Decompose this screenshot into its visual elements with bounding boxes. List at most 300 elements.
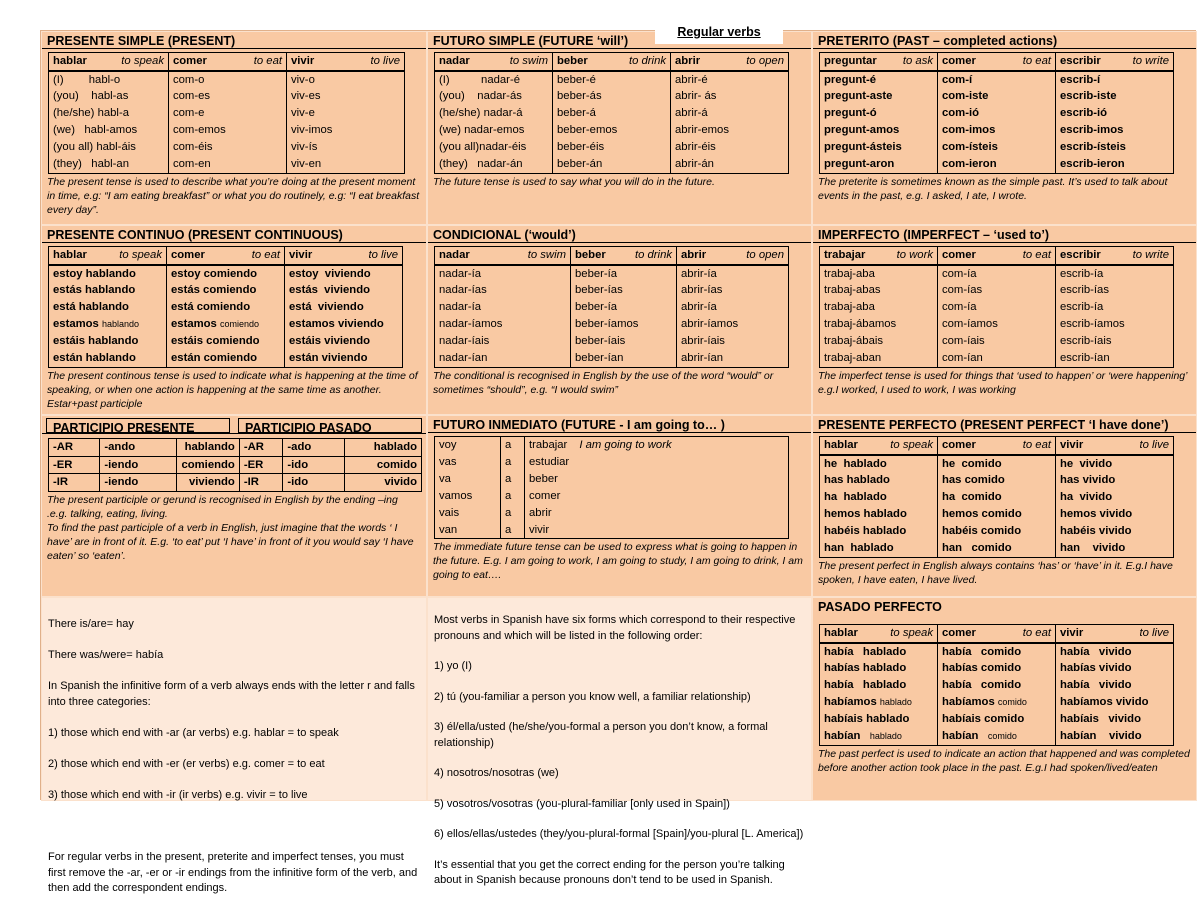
verb-form-cell: hemos comido [938, 506, 1056, 523]
notes-text [42, 598, 426, 914]
table-row [820, 677, 1174, 694]
verb-form-cell [285, 282, 403, 299]
verb-form-cell: abrir-ían [677, 350, 789, 367]
column-header [167, 247, 285, 265]
verb-form-cell: abrir-íais [677, 333, 789, 350]
usage-note: The past perfect is used to indicate an action that happened and was completed before another action took place in the past. E.g.I had spoken/lived/eaten [818, 747, 1190, 774]
table-row [435, 316, 789, 333]
column-header [938, 625, 1056, 643]
table-row [820, 506, 1174, 523]
conjugation-table [434, 436, 789, 539]
note-item: 4) nosotros/nosotras (we) [434, 767, 559, 780]
future-gloss: I am going to work [579, 439, 672, 451]
future-word: beber [529, 472, 558, 485]
verb-form-cell [49, 350, 167, 367]
verb-form-cell [820, 711, 938, 728]
verb-form-cell: (you all)nadar-éis [435, 139, 553, 156]
verb-form: habíamos [942, 696, 998, 709]
verb-gloss: to eat [1022, 55, 1051, 67]
verb-form-cell [820, 643, 938, 661]
participle-cell: -ando [100, 439, 177, 457]
table-row [820, 455, 1174, 473]
verb-form-cell: (they) nadar-án [435, 156, 553, 173]
future-cell [435, 454, 501, 471]
verb-form-cell: hemos vivido [1056, 506, 1174, 523]
verb-gloss: to speak [119, 249, 162, 261]
table-row [820, 156, 1174, 173]
future-word: voy [439, 439, 457, 451]
verb-form-small: hablado [869, 731, 902, 741]
verb-form-cell [1056, 677, 1174, 694]
verb-infinitive: comer [942, 627, 976, 639]
table-header-row [49, 247, 403, 265]
verb-infinitive: escribir [1060, 55, 1101, 67]
verb-form-cell: com-ísteis [938, 139, 1056, 156]
usage-note: The future tense is used to say what you will do in the future. [433, 175, 715, 188]
verb-form: están comiendo [171, 352, 258, 364]
future-cell [435, 488, 501, 505]
verb-form-cell: (I) nadar-é [435, 71, 553, 89]
verb-form-cell: viv-e [287, 105, 405, 122]
table-row [49, 316, 403, 333]
verb-form-cell: (he/she) habl-a [49, 105, 169, 122]
future-word: a [505, 523, 512, 536]
table-row [820, 660, 1174, 677]
table-header-row [435, 247, 789, 265]
verb-form-cell: beber-ían [571, 350, 677, 367]
verb-form-cell: abrir-á [671, 105, 789, 122]
verb-gloss: to open [746, 55, 784, 67]
verb-form-cell: com-ían [938, 350, 1056, 367]
verb-gloss: to work [896, 249, 933, 261]
table-row [49, 139, 405, 156]
table-row [435, 265, 789, 283]
section-heading: PRESENTE CONTINUO (PRESENT CONTINUOUS) [42, 226, 426, 243]
table-row [435, 505, 789, 522]
verb-form-cell: beber-á [553, 105, 671, 122]
verb-form-cell [167, 333, 285, 350]
verb-infinitive: beber [575, 249, 606, 261]
table-row [820, 728, 1174, 745]
verb-form-cell: (we) habl-amos [49, 122, 169, 139]
conjugation-table [819, 52, 1174, 174]
conjugation-table [434, 52, 789, 174]
verb-form-cell: com-imos [938, 122, 1056, 139]
column-header [49, 53, 169, 71]
verb-form-cell: beber-án [553, 156, 671, 173]
section-heading: PASADO PERFECTO [818, 600, 942, 614]
future-word: comer [529, 489, 561, 502]
future-word: a [505, 506, 512, 519]
verb-form-cell: has comido [938, 472, 1056, 489]
verb-infinitive: preguntar [824, 55, 877, 67]
table-header-row [820, 437, 1174, 455]
note-item: 1) those which end with -ar (ar verbs) e.g. hablar = to speak [48, 726, 339, 739]
participle-cell: comido [344, 456, 421, 474]
verb-form-cell: escrib-ía [1056, 299, 1174, 316]
future-cell [501, 505, 525, 522]
table-row [435, 139, 789, 156]
preterito-section [812, 31, 1197, 225]
verb-form-cell [167, 299, 285, 316]
future-word: vais [439, 506, 460, 519]
participle-cell: -ado [283, 439, 344, 457]
table-row [49, 299, 403, 316]
participle-cell: viviendo [177, 474, 239, 492]
verb-form-cell: trabaj-ábamos [820, 316, 938, 333]
table-row [435, 71, 789, 89]
note-line: There is/are= hay [48, 617, 134, 630]
participle-cell: -ER [239, 456, 283, 474]
future-word: vivir [529, 523, 550, 536]
verb-form-cell [820, 677, 938, 694]
verb-form-cell [285, 299, 403, 316]
participle-cell: -AR [239, 439, 283, 457]
note-paragraph: In Spanish the infinitive form of a verb always ends with the letter r and falls into three categories: [48, 679, 415, 708]
table-row [820, 316, 1174, 333]
verb-form: estamos viviendo [289, 318, 384, 331]
verb-form-cell: trabaj-aba [820, 299, 938, 316]
column-header [820, 625, 938, 643]
table-row [49, 156, 405, 173]
verb-form-cell: com-o [169, 71, 287, 89]
verb-form-small: comiendo [219, 319, 260, 330]
future-cell [525, 488, 789, 505]
participle-cell: hablando [177, 439, 239, 457]
table-row [49, 282, 403, 299]
verb-form-cell: hemos hablado [820, 506, 938, 523]
verb-form-cell [285, 333, 403, 350]
verb-form-cell [938, 711, 1056, 728]
verb-form-cell: com-íamos [938, 316, 1056, 333]
verb-form-cell: abrir-ía [677, 265, 789, 283]
verb-gloss: to live [1139, 627, 1169, 639]
verb-form-cell: pregunt-amos [820, 122, 938, 139]
verb-infinitive: hablar [53, 249, 87, 261]
verb-form: habían [942, 730, 988, 742]
verb-form-cell: escrib-ían [1056, 350, 1174, 367]
verb-infinitive: abrir [675, 55, 701, 67]
participle-table [48, 438, 422, 492]
section-heading: CONDICIONAL (‘would’) [428, 226, 811, 243]
note-paragraph: Most verbs in Spanish have six forms which correspond to their respective pronouns and which will be listed in the following order: [434, 614, 796, 642]
note-item: 1) yo (I) [434, 660, 472, 673]
verb-form-cell: com-e [169, 105, 287, 122]
verb-form-cell: escrib-ísteis [1056, 139, 1174, 156]
verb-sheet [40, 30, 1196, 895]
verb-form-cell: pregunt-é [820, 71, 938, 89]
verb-form-cell: abrir- ás [671, 88, 789, 105]
future-word: a [505, 489, 512, 502]
table-row [820, 71, 1174, 89]
verb-form: habías vivido [1060, 662, 1132, 675]
table-row [820, 489, 1174, 506]
table-row [49, 71, 405, 89]
future-cell [435, 471, 501, 488]
verb-gloss: to eat [251, 249, 280, 261]
futuro-inmediato-section [427, 415, 812, 597]
verb-form-cell: viv-o [287, 71, 405, 89]
table-row [820, 122, 1174, 139]
verb-form-cell: (he/she) nadar-á [435, 105, 553, 122]
table-header-row [820, 247, 1174, 265]
verb-form-cell: beber-ás [553, 88, 671, 105]
future-word: va [439, 472, 451, 485]
note-item: 3) those which end with -ir (ir verbs) e.g. vivir = to live [48, 789, 308, 802]
table-row [49, 474, 422, 492]
note-item: 6) ellos/ellas/ustedes (they/you-plural-formal [Spain]/you-plural [L. America]) [434, 828, 804, 841]
pasado-perfecto-section [812, 597, 1197, 801]
usage-note: The conditional is recognised in English by the use of the word “would” or sometimes “should”, e.g. “I would swim” [433, 369, 774, 396]
note-line: There was/were= había [48, 648, 164, 661]
verb-form-cell [938, 728, 1056, 745]
table-header-row [49, 53, 405, 71]
verb-form-cell [1056, 660, 1174, 677]
column-header [169, 53, 287, 71]
verb-form: estáis viviendo [289, 335, 370, 348]
verb-form: estamos [53, 318, 102, 331]
verb-form: está comiendo [171, 301, 251, 314]
verb-form-small: hablado [879, 697, 912, 708]
future-cell [501, 488, 525, 505]
verb-form-cell [938, 660, 1056, 677]
verb-form-cell: trabaj-aba [820, 265, 938, 283]
column-header [938, 247, 1056, 265]
participle-cell: hablado [344, 439, 421, 457]
verb-form: están viviendo [289, 352, 368, 364]
verb-form-cell [938, 677, 1056, 694]
verb-infinitive: nadar [439, 249, 470, 261]
verb-gloss: to live [370, 55, 400, 67]
verb-form-cell [820, 694, 938, 711]
verb-form-cell: he comido [938, 455, 1056, 473]
table-row [49, 122, 405, 139]
section-heading: PRESENTE SIMPLE (PRESENT) [42, 32, 426, 49]
verb-form-cell: has vivido [1056, 472, 1174, 489]
section-heading: PRETERITO (PAST – completed actions) [813, 32, 1196, 49]
verb-form: estamos [171, 318, 220, 331]
verb-form-cell [938, 694, 1056, 711]
future-cell [525, 437, 789, 454]
verb-gloss: to swim [527, 249, 566, 261]
verb-infinitive: comer [942, 439, 976, 451]
verb-form: estoy hablando [53, 267, 136, 280]
verb-form-cell: abrir-éis [671, 139, 789, 156]
verb-form-cell: habéis comido [938, 523, 1056, 540]
verb-form-cell: escrib-í [1056, 71, 1174, 89]
verb-form: habíais vivido [1060, 713, 1141, 726]
table-row [435, 471, 789, 488]
usage-note: The present continous tense is used to indicate what is happening at the time of speaking, or when one action is happening at the same time as another. Estar+past participle [47, 369, 418, 410]
verb-gloss: to swim [509, 55, 548, 67]
participle-cell: -ido [283, 474, 344, 492]
table-row [435, 454, 789, 471]
table-row [820, 333, 1174, 350]
verb-form-cell: viv-es [287, 88, 405, 105]
table-row [820, 694, 1174, 711]
verb-form: estás comiendo [171, 284, 257, 297]
section-heading: PRESENTE PERFECTO (PRESENT PERFECT ‘I have done’) [813, 416, 1196, 433]
verb-form-cell: escrib-ieron [1056, 156, 1174, 173]
verb-form-cell [1056, 694, 1174, 711]
note-item: 3) él/ella/usted (he/she/you-formal a person you don’t know, a formal relationship) [434, 721, 768, 749]
participios-section [41, 415, 427, 597]
usage-note: The present perfect in English always contains ‘has’ or ‘have’ in it. E.g.I have spoken, I have eaten, I have lived. [818, 559, 1173, 586]
verb-form-cell [285, 350, 403, 367]
table-row [49, 439, 422, 457]
verb-gloss: to eat [253, 55, 282, 67]
note-item: 2) tú (you-familiar a person you know well, a familiar relationship) [434, 690, 751, 703]
table-row [820, 540, 1174, 557]
column-header [287, 53, 405, 71]
column-header [671, 53, 789, 71]
verb-form-cell: pregunt-aron [820, 156, 938, 173]
participio-presente-heading: PARTICIPIO PRESENTE [46, 418, 230, 433]
table-row [49, 350, 403, 367]
verb-form-cell [1056, 728, 1174, 745]
note-item: 5) vosotros/vosotras (you-plural-familiar [only used in Spain]) [434, 797, 730, 810]
table-row [820, 643, 1174, 661]
column-header [677, 247, 789, 265]
table-row [820, 472, 1174, 489]
future-cell [525, 522, 789, 539]
presente-simple-section [41, 31, 427, 225]
verb-form: está hablando [53, 301, 129, 314]
verb-gloss: to write [1132, 249, 1169, 261]
verb-form-cell [167, 316, 285, 333]
verb-form: estáis hablando [53, 335, 139, 348]
column-header [938, 53, 1056, 71]
verb-infinitive: comer [942, 249, 976, 261]
verb-form: había vivido [1060, 645, 1132, 658]
table-row [49, 265, 403, 283]
verb-infinitive: comer [173, 55, 207, 67]
futuro-simple-section [427, 31, 812, 225]
verb-form-cell [167, 282, 285, 299]
verb-form-cell: beber-ía [571, 265, 677, 283]
pronoun-notes [427, 597, 812, 887]
future-word: abrir [529, 506, 552, 519]
future-cell [501, 471, 525, 488]
table-row [820, 350, 1174, 367]
verb-form-cell: beber-ía [571, 299, 677, 316]
verb-form: había vivido [1060, 679, 1132, 692]
table-row [820, 265, 1174, 283]
verb-form-cell: he vivido [1056, 455, 1174, 473]
verb-form: habíamos [824, 696, 880, 709]
verb-form-cell: com-emos [169, 122, 287, 139]
future-cell [501, 454, 525, 471]
verb-form: había comido [942, 679, 1022, 692]
section-heading: FUTURO SIMPLE (FUTURE ‘will’) [428, 32, 811, 49]
notes-text [428, 598, 811, 906]
verb-form-cell: han vivido [1056, 540, 1174, 557]
verb-form-cell: beber-ías [571, 282, 677, 299]
verb-form-cell: trabaj-abas [820, 282, 938, 299]
presente-perfecto-section [812, 415, 1197, 597]
table-row [49, 456, 422, 474]
table-row [820, 88, 1174, 105]
table-row [435, 488, 789, 505]
verb-gloss: to eat [1022, 249, 1051, 261]
infinitive-notes [41, 597, 427, 895]
participle-cell: -iendo [100, 474, 177, 492]
verb-form-cell: han hablado [820, 540, 938, 557]
verb-form-cell: escrib-ías [1056, 282, 1174, 299]
verb-form-cell: ha vivido [1056, 489, 1174, 506]
presente-continuo-section [41, 225, 427, 415]
usage-note: The immediate future tense can be used to express what is going to happen in the future. E.g. I am going to work, I am going to study, I am going to drink, I am going to eat…. [433, 541, 803, 581]
future-word: estudiar [529, 455, 570, 468]
verb-form-cell: com-ieron [938, 156, 1056, 173]
column-header [49, 247, 167, 265]
verb-form: habíais comido [942, 713, 1025, 726]
verb-form-cell: escrib-ió [1056, 105, 1174, 122]
column-header [435, 247, 571, 265]
verb-form-cell: abrir-án [671, 156, 789, 173]
verb-form-cell: pregunt-ásteis [820, 139, 938, 156]
verb-form: estoy comiendo [171, 267, 258, 280]
verb-form-cell: (you) nadar-ás [435, 88, 553, 105]
verb-form: habíais hablado [824, 713, 910, 726]
verb-form-cell: com-éis [169, 139, 287, 156]
verb-form-cell: nadar-ía [435, 265, 571, 283]
table-row [820, 139, 1174, 156]
participle-cell: vivido [344, 474, 421, 492]
note-paragraph: For regular verbs in the present, preterite and imperfect tenses, you must first remove the -ar, -er or -ir endings from the infinitive form of the verb, and then add the correspondent endings. [48, 850, 418, 895]
verb-form-cell [285, 265, 403, 283]
table-row [820, 523, 1174, 540]
table-row [820, 711, 1174, 728]
future-word: van [439, 523, 458, 536]
verb-form-cell [49, 333, 167, 350]
table-row [435, 122, 789, 139]
participle-cell: -ido [283, 456, 344, 474]
table-row [435, 522, 789, 539]
conjugation-table [819, 436, 1174, 558]
verb-form-cell: com-í [938, 71, 1056, 89]
future-cell [525, 505, 789, 522]
verb-infinitive: vivir [1060, 627, 1084, 639]
future-cell [501, 437, 525, 454]
verb-form-cell: nadar-íais [435, 333, 571, 350]
verb-form-small: comido [987, 731, 1017, 741]
conjugation-table [819, 246, 1174, 368]
verb-form-cell [820, 660, 938, 677]
verb-form-cell: habéis vivido [1056, 523, 1174, 540]
future-word: a [505, 472, 512, 485]
verb-form-small: hablando [101, 319, 140, 330]
participle-cell: -IR [49, 474, 100, 492]
verb-infinitive: hablar [53, 55, 87, 67]
verb-gloss: to live [368, 249, 398, 261]
column-header [1056, 625, 1174, 643]
verb-infinitive: trabajar [824, 249, 866, 261]
participle-cell: -AR [49, 439, 100, 457]
verb-form-cell: abrir-é [671, 71, 789, 89]
future-word: vamos [439, 489, 473, 502]
verb-form-cell: beber-íais [571, 333, 677, 350]
verb-form-cell: (you) habl-as [49, 88, 169, 105]
note-paragraph: It’s essential that you get the correct ending for the person you’re talking about in Spanish because pronouns don’t tend to be used in Spanish. [434, 859, 785, 887]
table-row [435, 299, 789, 316]
usage-note: To find the past participle of a verb in English, just imagine that the words ‘ I have’ are in front of it. E.g. ‘to eat’ put ‘I have’ in front of it you would say ‘I have eaten’ so ‘eaten’. [47, 521, 414, 562]
verb-form-cell: com-ía [938, 265, 1056, 283]
verb-form-cell: beber-é [553, 71, 671, 89]
future-cell [501, 522, 525, 539]
verb-form-cell: com-ía [938, 299, 1056, 316]
condicional-section [427, 225, 812, 415]
